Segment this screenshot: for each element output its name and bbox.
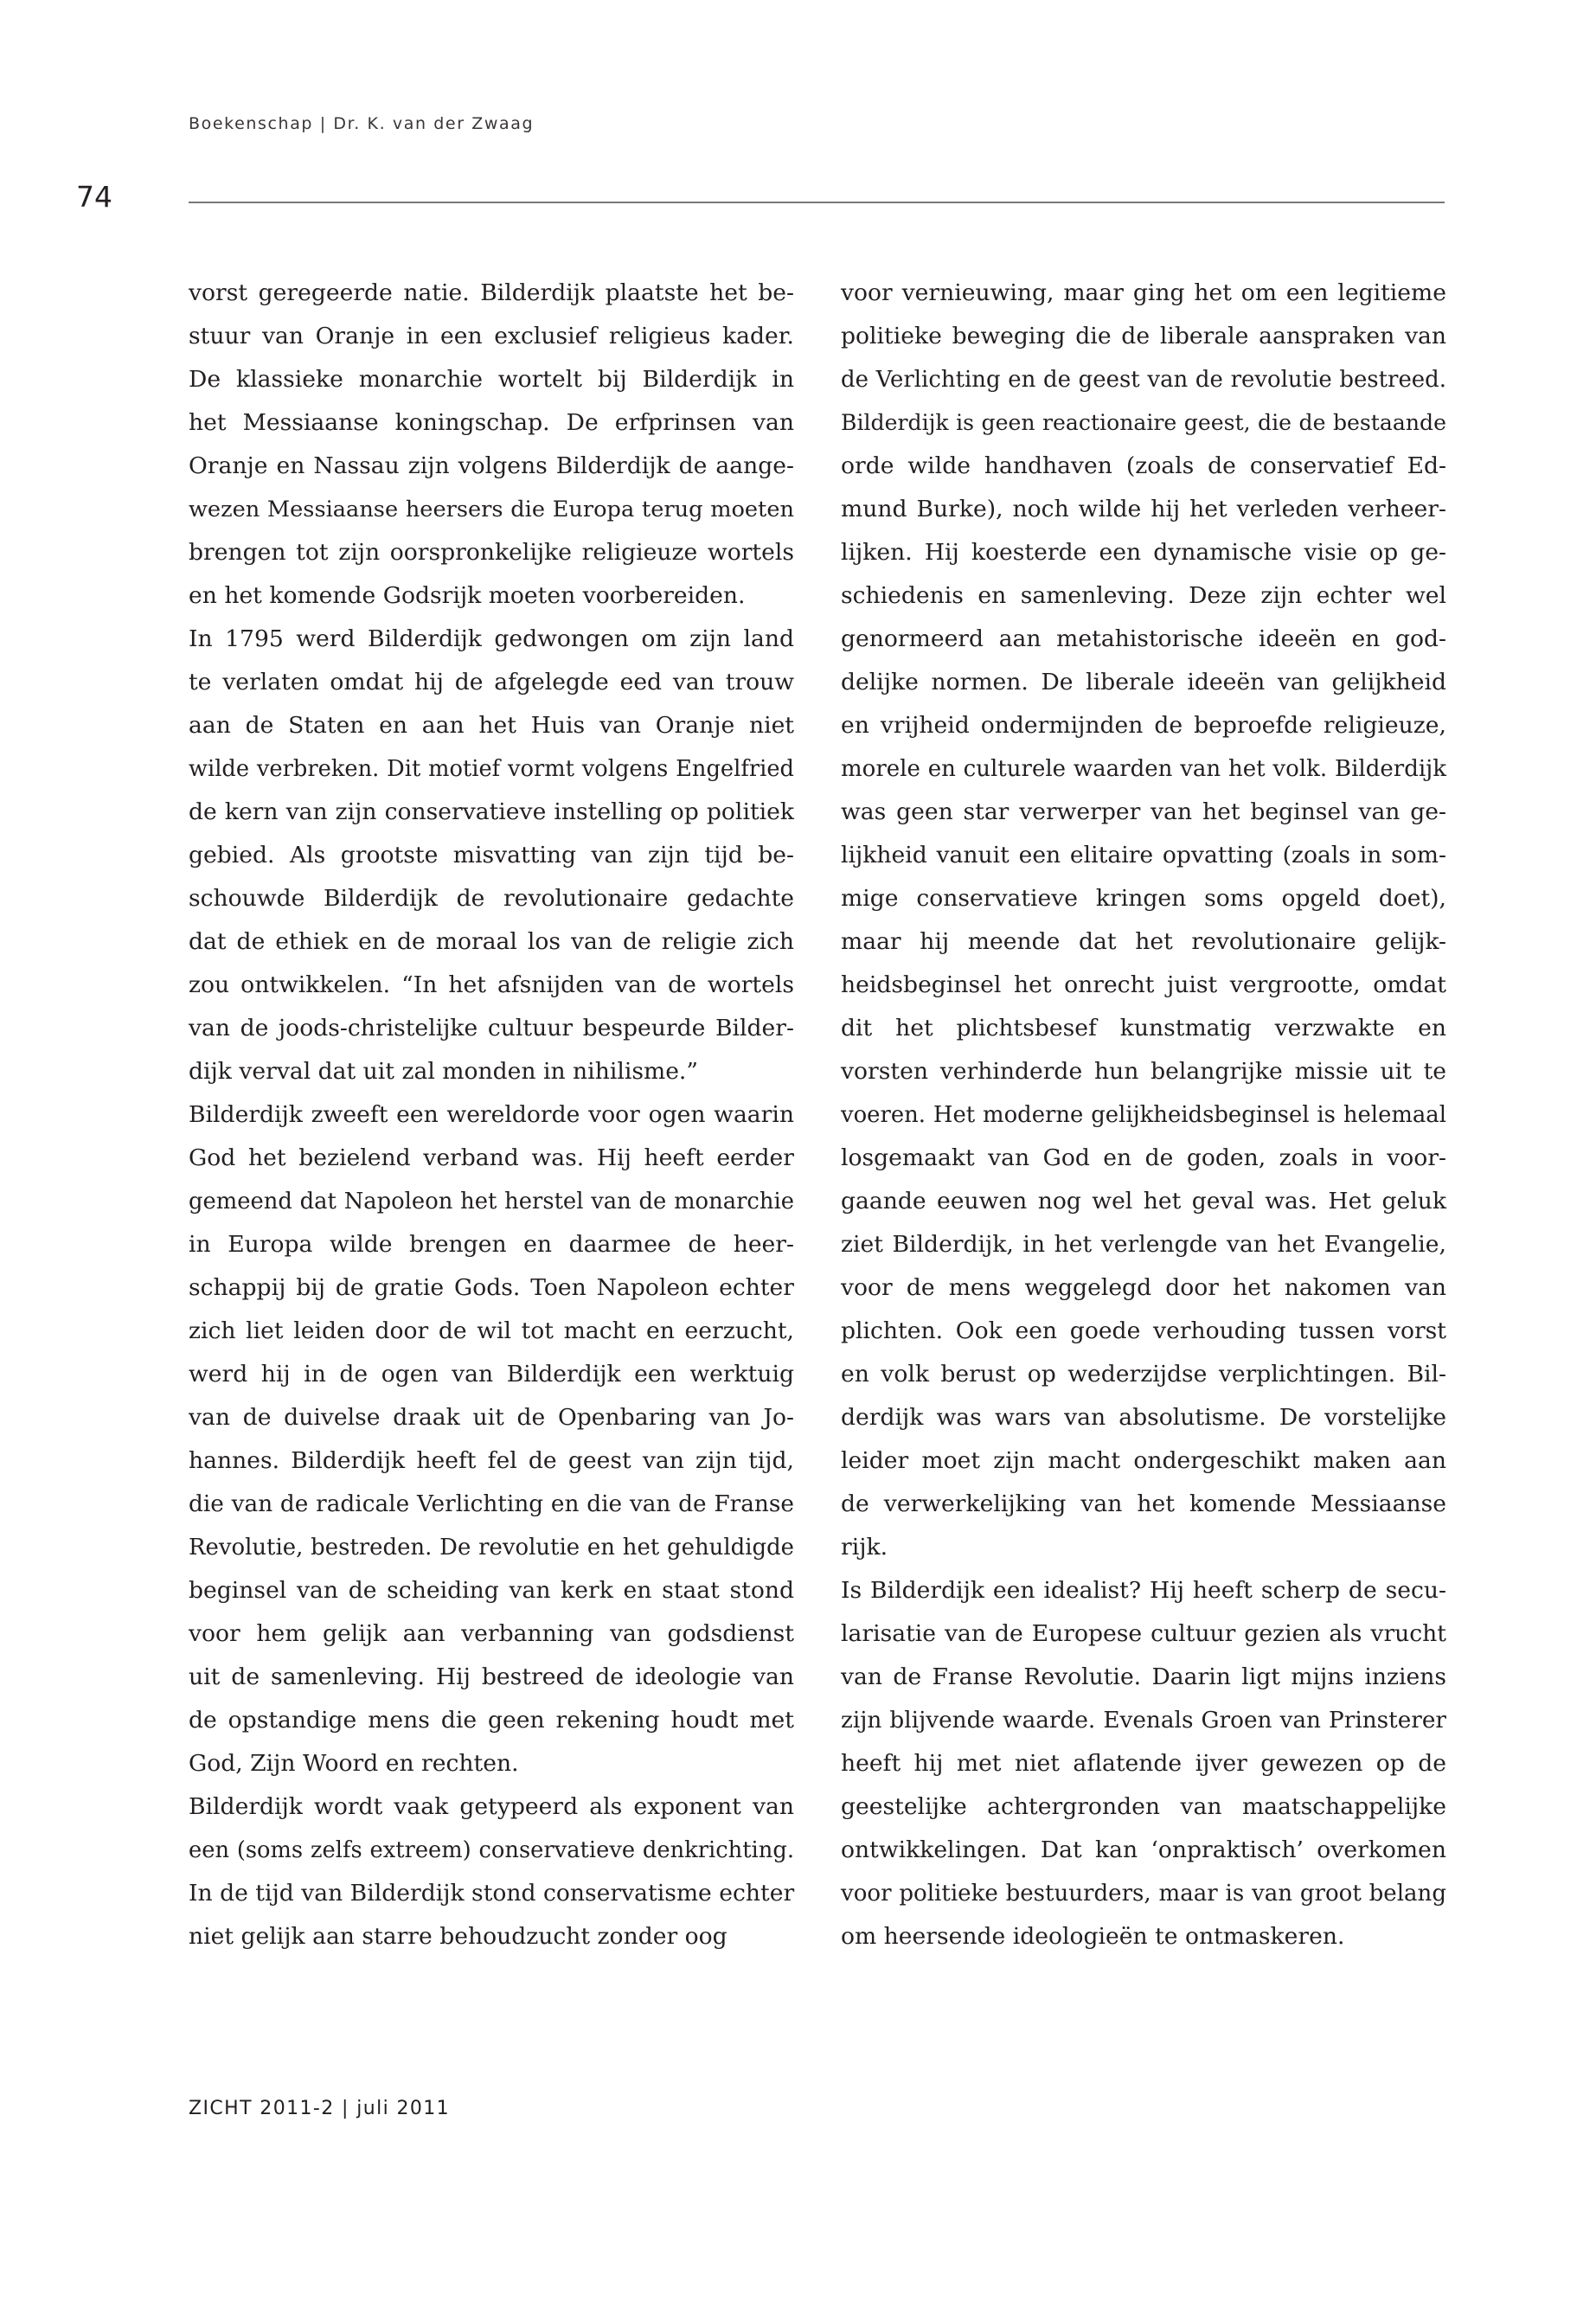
text-line: Is Bilderdijk een idealist? Hij heeft scherp de secu- [841, 1577, 1446, 1604]
text-line: die van de radicale Verlichting en die van de Franse [189, 1491, 794, 1517]
text-line: en vrijheid ondermijnden de beproefde religieuze, [841, 712, 1446, 739]
text-line: leider moet zijn macht ondergeschikt maken aan [841, 1447, 1446, 1474]
text-line: in Europa wilde brengen en daarmee de heer- [189, 1231, 794, 1258]
text-line: de Verlichting en de geest van de revolutie bestreed. [841, 367, 1446, 393]
paragraph [189, 1785, 794, 1958]
text-line: voor de mens weggelegd door het nakomen van [841, 1274, 1446, 1301]
paragraph [189, 618, 794, 1093]
text-line: Bilderdijk wordt vaak getypeerd als exponent van [189, 1793, 794, 1820]
text-line: maar hij meende dat het revolutionaire gelijk- [841, 928, 1446, 955]
footer-issue-label: ZICHT 2011-2 | juli 2011 [189, 2098, 451, 2119]
text-line: het Messiaanse koningschap. De erfprinsen van [189, 409, 794, 436]
text-line: vorsten verhinderde hun belangrijke missie uit te [841, 1058, 1446, 1085]
text-line: Bilderdijk zweeft een wereldorde voor ogen waarin [189, 1101, 794, 1128]
text-line: aan de Staten en aan het Huis van Oranje niet [189, 712, 794, 739]
text-line: dijk verval dat uit zal monden in nihilisme.” [189, 1058, 698, 1085]
text-line: zijn blijvende waarde. Evenals Groen van Prinsterer [841, 1708, 1446, 1734]
text-line: geestelijke achtergronden van maatschappelijke [841, 1793, 1446, 1820]
text-line: schiedenis en samenleving. Deze zijn echter wel [841, 582, 1446, 609]
text-line: lijkheid vanuit een elitaire opvatting (zoals in som- [841, 842, 1446, 868]
text-line: gaande eeuwen nog wel het geval was. Het geluk [841, 1188, 1446, 1215]
text-line: larisatie van de Europese cultuur gezien als vrucht [841, 1620, 1446, 1647]
text-line: voor vernieuwing, maar ging het om een legitieme [841, 279, 1446, 306]
text-line: een (soms zelfs extreem) conservatieve denkrichting. [189, 1837, 794, 1863]
paragraph [841, 272, 1446, 1569]
text-line: was geen star verwerper van het beginsel van ge- [841, 798, 1446, 825]
text-line: Revolutie, bestreden. De revolutie en het gehuldigde [189, 1535, 794, 1561]
running-head: Boekenschap | Dr. K. van der Zwaag [189, 114, 535, 133]
text-line: wezen Messiaanse heersers die Europa terug moeten [189, 497, 794, 522]
text-line: delijke normen. De liberale ideeën van gelijkheid [841, 669, 1446, 695]
text-line: wilde verbreken. Dit motief vormt volgens Engelfried [189, 756, 794, 782]
text-line: gemeend dat Napoleon het herstel van de monarchie [189, 1189, 794, 1215]
text-line: politieke beweging die de liberale aanspraken van [841, 323, 1446, 349]
text-line: voeren. Het moderne gelijkheidsbeginsel is helemaal [841, 1102, 1446, 1128]
text-line: Bilderdijk is geen reactionaire geest, die de bestaande [841, 410, 1446, 435]
right-text-column [841, 272, 1446, 1958]
text-line: stuur van Oranje in een exclusief religieus kader. [189, 323, 794, 349]
text-line: van de duivelse draak uit de Openbaring van Jo- [189, 1404, 794, 1431]
text-line: de opstandige mens die geen rekening houdt met [189, 1707, 794, 1734]
text-line: mige conservatieve kringen soms opgeld doet), [841, 885, 1446, 912]
header-divider [189, 202, 1445, 203]
text-line: heidsbeginsel het onrecht juist vergrootte, omdat [841, 971, 1446, 998]
paragraph [189, 272, 794, 618]
text-line: dat de ethiek en de moraal los van de religie zich [189, 928, 794, 955]
text-line: uit de samenleving. Hij bestreed de ideologie van [189, 1663, 794, 1690]
text-line: zich liet leiden door de wil tot macht en eerzucht, [189, 1317, 794, 1344]
text-line: ontwikkelingen. Dat kan ‘onpraktisch’ overkomen [841, 1836, 1446, 1863]
text-line: ziet Bilderdijk, in het verlengde van het Evangelie, [841, 1231, 1446, 1258]
text-line: schouwde Bilderdijk de revolutionaire gedachte [189, 885, 794, 912]
text-line: genormeerd aan metahistorische ideeën en god- [841, 625, 1446, 652]
text-line: hannes. Bilderdijk heeft fel de geest van zijn tijd, [189, 1447, 794, 1474]
text-line: brengen tot zijn oorspronkelijke religieuze wortels [189, 539, 794, 566]
text-line: van de Franse Revolutie. Daarin ligt mijns inziens [841, 1663, 1446, 1690]
text-line: mund Burke), noch wilde hij het verleden verheer- [841, 496, 1446, 522]
text-line: voor hem gelijk aan verbanning van godsdienst [189, 1620, 794, 1647]
text-line: gebied. Als grootste misvatting van zijn tijd be- [189, 842, 794, 868]
text-line: derdijk was wars van absolutisme. De vorstelijke [841, 1404, 1446, 1431]
text-line: lijken. Hij koesterde een dynamische visie op ge- [841, 539, 1446, 566]
text-line: rijk. [841, 1534, 888, 1561]
text-line: plichten. Ook een goede verhouding tussen vorst [841, 1317, 1446, 1344]
text-line: beginsel van de scheiding van kerk en staat stond [189, 1577, 794, 1604]
text-line: en het komende Godsrijk moeten voorbereiden. [189, 582, 746, 609]
text-line: van de joods-christelijke cultuur bespeurde Bilder- [189, 1015, 794, 1042]
text-line: werd hij in de ogen van Bilderdijk een werktuig [189, 1361, 794, 1388]
text-line: de kern van zijn conservatieve instelling op politiek [189, 798, 794, 825]
text-line: en volk berust op wederzijdse verplichtingen. Bil- [841, 1361, 1446, 1388]
text-line: In 1795 werd Bilderdijk gedwongen om zijn land [189, 625, 794, 652]
text-line: orde wilde handhaven (zoals de conservatief Ed- [841, 452, 1446, 479]
text-line: niet gelijk aan starre behoudzucht zonder oog [189, 1923, 727, 1950]
text-line: Oranje en Nassau zijn volgens Bilderdijk de aange- [189, 452, 794, 479]
text-line: morele en culturele waarden van het volk. Bilderdijk [841, 756, 1446, 782]
text-line: dit het plichtsbesef kunstmatig verzwakte en [841, 1015, 1446, 1042]
text-line: de verwerkelijking van het komende Messiaanse [841, 1490, 1446, 1517]
text-line: om heersende ideologieën te ontmaskeren. [841, 1923, 1345, 1950]
text-line: voor politieke bestuurders, maar is van groot belang [841, 1881, 1446, 1907]
paragraph [841, 1569, 1446, 1958]
text-line: schappij bij de gratie Gods. Toen Napoleon echter [189, 1274, 794, 1301]
text-line: De klassieke monarchie wortelt bij Bilderdijk in [189, 366, 794, 393]
text-line: te verlaten omdat hij de afgelegde eed van trouw [189, 669, 794, 695]
paragraph [189, 1093, 794, 1785]
text-line: losgemaakt van God en de goden, zoals in voor- [841, 1144, 1446, 1171]
page-number: 74 [76, 180, 112, 214]
text-line: vorst geregeerde natie. Bilderdijk plaatste het be- [189, 279, 794, 306]
text-line: zou ontwikkelen. “In het afsnijden van de wortels [189, 971, 794, 998]
text-line: God het bezielend verband was. Hij heeft eerder [189, 1144, 794, 1171]
text-line: God, Zijn Woord en rechten. [189, 1750, 519, 1777]
left-text-column [189, 272, 794, 1958]
text-line: In de tijd van Bilderdijk stond conservatisme echter [189, 1880, 795, 1907]
text-line: heeft hij met niet aflatende ijver gewezen op de [841, 1750, 1446, 1777]
